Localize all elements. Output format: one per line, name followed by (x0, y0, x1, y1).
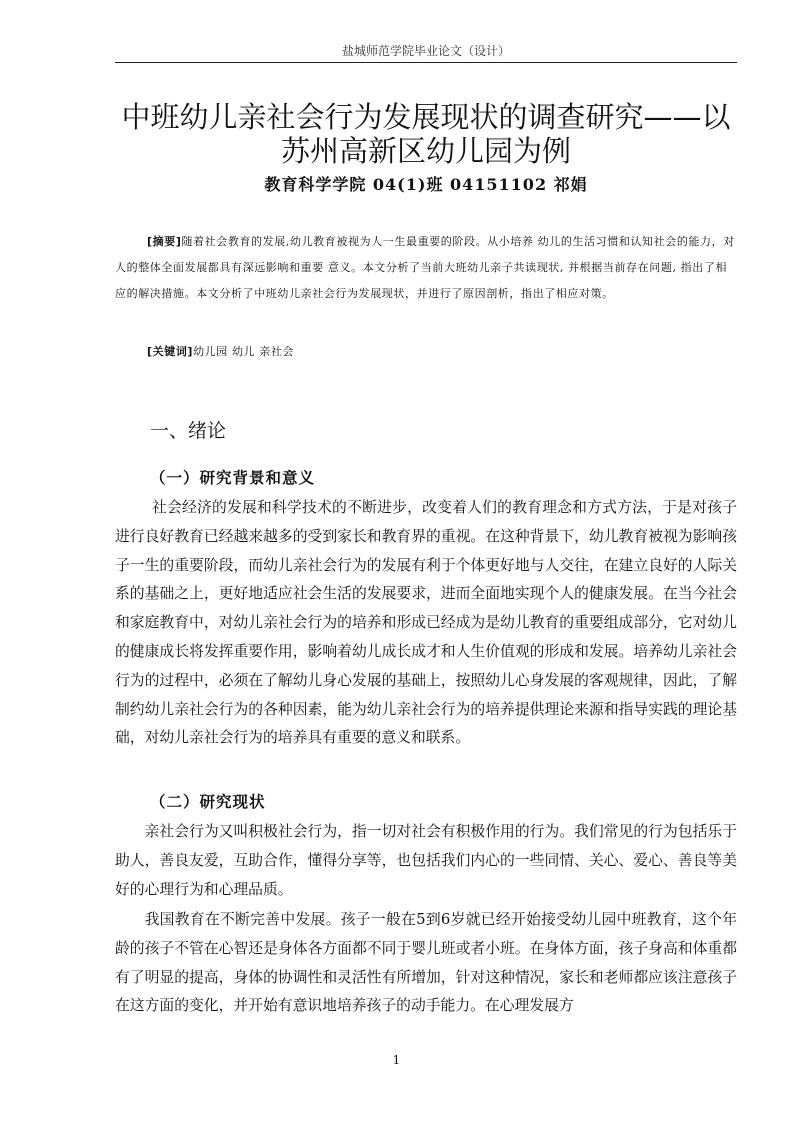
keywords (147, 343, 737, 359)
section-heading: 一、绪论 (150, 420, 227, 442)
abstract-indent (115, 235, 147, 248)
title-line-2: 苏州高新区幼儿园为例 (280, 134, 571, 168)
header-rule (115, 62, 737, 63)
keywords-text: 幼儿园 幼儿 亲社会 (193, 345, 295, 358)
subsection-heading-1: （一）研究背景和意义 (150, 468, 316, 487)
keywords-label: [关键词] (147, 345, 194, 358)
author-line: 教育科学学院 04(1)班 04151102 祁娟 (264, 175, 588, 194)
page-number: 1 (392, 1053, 401, 1067)
title-line-1: 中班幼儿亲社会行为发展现状的调查研究——以 (121, 100, 731, 134)
abstract-label: [摘要] (147, 235, 182, 248)
paragraph-status-1: 亲社会行为又叫积极社会行为，指一切对社会有积极作用的行为。我们常见的行为包括乐于助人，善良友爱，互助合作，懂得分享等，也包括我们内心的一些同情、关心、爱心、善良等美好的心理行为和心理品质。 (115, 823, 737, 898)
running-header: 盐城师范学院毕业论文（设计） (341, 44, 510, 58)
abstract (115, 229, 737, 307)
paper-title (100, 100, 752, 168)
subsection-heading-2: （二）研究现状 (150, 792, 266, 811)
paragraph-status-2: 我国教育在不断完善中发展。孩子一般在5到6岁就已经开始接受幼儿园中班教育，这个年龄的孩子不管在心智还是身体各方面都不同于婴儿班或者小班。在身体方面，孩子身高和体重都有了明显的提高，身体的协调性和灵活性有所增加，针对这种情况，家长和老师都应该注意孩子在这方面的变化，并开始有意识地培养孩子的动手能力。在心理发展方 (115, 911, 737, 1015)
abstract-text: 随着社会教育的发展,幼儿教育被视为人一生最重要的阶段。从小培养 幼儿的生活习惯和认知社会的能力，对人的整体全面发展都具有深远影响和重要 意义。本文分析了当前大班幼儿亲子共读现状, 并根据当前存在问题, 指出了相应的解决措施。本文分析了中班幼儿亲社会行为发展现状，并进行了原因剖析，指出了相应对策。 (115, 235, 735, 300)
paragraph-background: 社会经济的发展和科学技术的不断进步，改变着人们的教育理念和方式方法，于是对孩子进行良好教育已经越来越多的受到家长和教育界的重视。在这种背景下，幼儿教育被视为影响孩子一生的重要阶段，而幼儿亲社会行为的发展有利于个体更好地与人交往，在建立良好的人际关系的基础之上，更好地适应社会生活的发展要求，进而全面地实现个人的健康发展。在当今社会和家庭教育中，对幼儿亲社会行为的培养和形成已经成为是幼儿教育的重要组成部分，它对幼儿的健康成长将发挥重要作用，影响着幼儿成长成才和人生价值观的形成和发展。培养幼儿亲社会行为的过程中，必须在了解幼儿身心发展的基础上，按照幼儿心身发展的客观规律，因此，了解制约幼儿亲社会行为的各种因素，能为幼儿亲社会行为的培养提供理论来源和指导实践的理论基础，对幼儿亲社会行为的培养具有重要的意义和联系。 (115, 499, 737, 747)
